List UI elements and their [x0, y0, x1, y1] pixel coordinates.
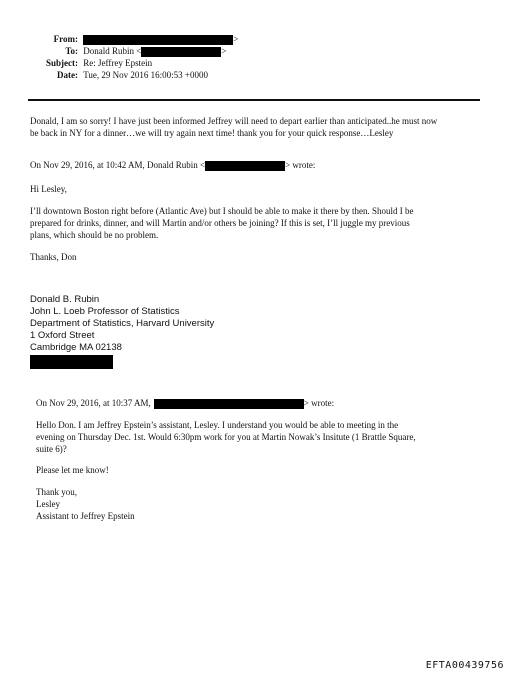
- signature-name: Donald B. Rubin: [30, 294, 100, 305]
- date-row: [30, 69, 208, 81]
- bates-number: EFTA00439756: [425, 660, 504, 671]
- subject-row: [30, 57, 152, 69]
- from-address-redaction: [83, 35, 233, 45]
- to-row: [30, 45, 226, 57]
- subject-value: Re: Jeffrey Epstein: [83, 58, 153, 68]
- message-1-line-2: be back in NY for a dinner…we will try again next time! thank you for your quick response…Lesley: [30, 128, 394, 138]
- signature-title: John L. Loeb Professor of Statistics: [30, 306, 180, 317]
- signature-contact-redaction: [30, 355, 113, 369]
- from-label: From:: [53, 34, 78, 44]
- quote-1-para-line-3: plans, which should be no problem.: [30, 230, 159, 240]
- quote-1-closing: Thanks, Don: [30, 252, 77, 262]
- quote-1-para-line-1: I’ll downtown Boston right before (Atlantic Ave) but I should be able to make it there by then. Should I be: [30, 206, 414, 216]
- quote-1-attribution: [30, 159, 315, 171]
- quote-1-greeting: Hi Lesley,: [30, 184, 67, 194]
- quote-2-sign-line-3: Assistant to Jeffrey Epstein: [36, 511, 135, 521]
- quote-2-address-redaction: [154, 399, 304, 409]
- from-suffix: >: [233, 34, 239, 44]
- subject-label: Subject:: [46, 58, 78, 68]
- to-value: Donald Rubin <: [83, 46, 142, 56]
- to-address-redaction: [141, 47, 221, 57]
- header-divider: [28, 99, 480, 101]
- quote-2-attribution-suffix: > wrote:: [303, 398, 335, 408]
- quote-2-attribution: [36, 397, 334, 409]
- quote-2-sign-line-1: Thank you,: [36, 487, 77, 497]
- date-value: Tue, 29 Nov 2016 16:00:53 +0000: [83, 70, 209, 80]
- to-label: To:: [65, 46, 78, 56]
- to-suffix: >: [221, 46, 227, 56]
- date-label: Date:: [57, 70, 78, 80]
- quote-1-para-line-2: prepared for drinks, dinner, and will Martin and/or others be joining? If this is set, I’ll juggle my previous: [30, 218, 410, 228]
- quote-2-attribution-prefix: On Nov 29, 2016, at 10:37 AM,: [36, 398, 151, 408]
- quote-1-attribution-prefix: On Nov 29, 2016, at 10:42 AM, Donald Rubin <: [30, 160, 206, 170]
- quote-2-para-line-3: suite 6)?: [36, 444, 67, 454]
- signature-city: Cambridge MA 02138: [30, 342, 122, 353]
- from-row: [30, 33, 238, 45]
- quote-1-attribution-suffix: > wrote:: [285, 160, 316, 170]
- quote-1-address-redaction: [205, 161, 285, 171]
- signature-department: Department of Statistics, Harvard University: [30, 318, 215, 329]
- message-1-line-1: Donald, I am so sorry! I have just been informed Jeffrey will need to depart earlier than anticipated..he must now: [30, 116, 438, 126]
- signature-street: 1 Oxford Street: [30, 330, 95, 341]
- quote-2-request: Please let me know!: [36, 465, 109, 475]
- quote-2-para-line-2: evening on Thursday Dec. 1st. Would 6:30pm work for you at Martin Nowak’s Insitute (1 Brattle Square,: [36, 432, 416, 442]
- quote-2-para-line-1: Hello Don. I am Jeffrey Epstein’s assistant, Lesley. I understand you would be able to meeting in the: [36, 420, 399, 430]
- quote-2-sign-line-2: Lesley: [36, 499, 60, 509]
